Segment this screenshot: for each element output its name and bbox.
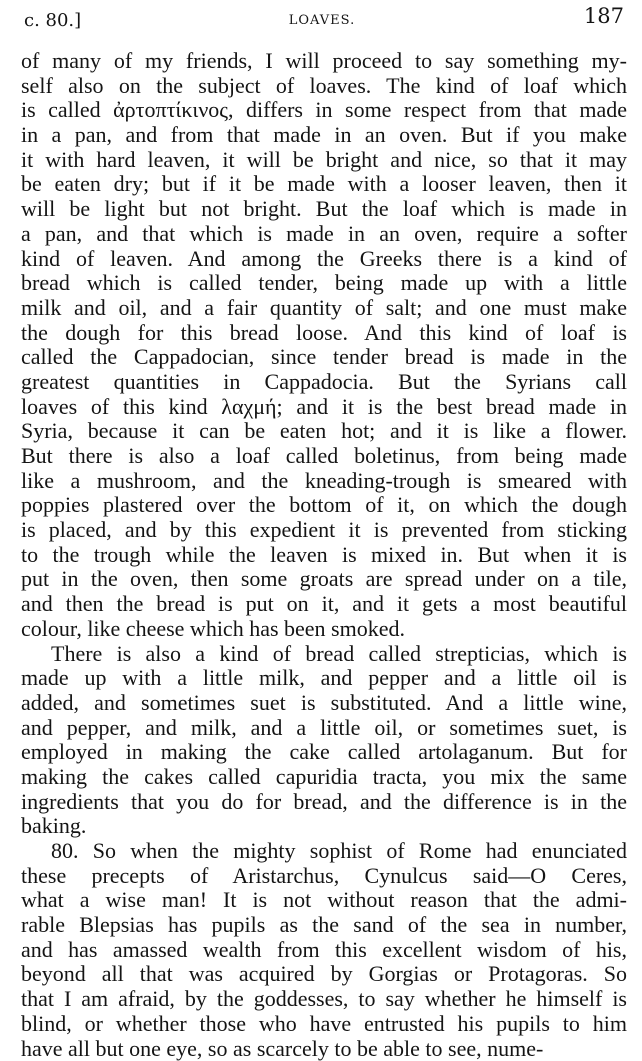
text-line: greatest quantities in Cappadocia. But the Syrians call — [21, 370, 627, 395]
text-line: ingredients that you do for bread, and the difference is in the — [21, 790, 627, 815]
text-line: There is also a kind of bread called strepticias, which is — [21, 642, 627, 667]
text-line: rable Blepsias has pupils as the sand of the sea in number, — [21, 913, 627, 938]
text-line: and has amassed wealth from this excellent wisdom of his, — [21, 938, 627, 963]
text-line: the dough for this bread loose. And this kind of loaf is — [21, 321, 627, 346]
page-header — [20, 4, 624, 34]
text-line: called the Cappadocian, since tender bread is made in the — [21, 345, 627, 370]
text-line: blind, or whether those who have entrusted his pupils to him — [21, 1012, 627, 1037]
text-line: that I am afraid, by the goddesses, to say whether he himself is — [21, 987, 627, 1012]
text-line: bread which is called tender, being made up with a little — [21, 271, 627, 296]
text-line: a pan, and that which is made in an oven, require a softer — [21, 222, 627, 247]
running-title: LOAVES. — [20, 13, 624, 28]
text-line: poppies plastered over the bottom of it, on which the dough — [21, 493, 627, 518]
paragraph — [21, 642, 627, 840]
text-line: in a pan, and from that made in an oven. But if you make — [21, 123, 627, 148]
text-line: made up with a little milk, and pepper and a little oil is — [21, 666, 627, 691]
text-line: these precepts of Aristarchus, Cynulcus said—O Ceres, — [21, 864, 627, 889]
text-line: self also on the subject of loaves. The kind of loaf which — [21, 74, 627, 99]
text-line: it with hard leaven, it will be bright and nice, so that it may — [21, 148, 627, 173]
text-line: put in the oven, then some groats are spread under on a tile, — [21, 567, 627, 592]
paragraph — [21, 839, 627, 1061]
text-line: baking. — [21, 814, 627, 839]
text-line: Syria, because it can be eaten hot; and it is like a flower. — [21, 419, 627, 444]
text-line: added, and sometimes suet is substituted. And a little wine, — [21, 691, 627, 716]
text-line: loaves of this kind λαχμή; and it is the best bread made in — [21, 395, 627, 420]
text-line: is placed, and by this expedient it is prevented from sticking — [21, 518, 627, 543]
text-line: of many of my friends, I will proceed to say something my- — [21, 49, 627, 74]
text-line: will be light but not bright. But the loaf which is made in — [21, 197, 627, 222]
chapter-reference: c. 80.] — [24, 10, 81, 31]
text-line: employed in making the cake called artolaganum. But for — [21, 740, 627, 765]
text-line: milk and oil, and a fair quantity of salt; and one must make — [21, 296, 627, 321]
text-line: what a wise man! It is not without reason that the admi- — [21, 888, 627, 913]
text-line: to the trough while the leaven is mixed in. But when it is — [21, 543, 627, 568]
text-line: beyond all that was acquired by Gorgias or Protagoras. So — [21, 962, 627, 987]
text-line: is called ἀρτοπτίκινος, differs in some respect from that made — [21, 98, 627, 123]
text-line: like a mushroom, and the kneading-trough is smeared with — [21, 469, 627, 494]
text-line: and pepper, and milk, and a little oil, or sometimes suet, is — [21, 716, 627, 741]
page-body-text — [21, 49, 627, 1061]
page-number: 187 — [584, 4, 624, 28]
text-line: colour, like cheese which has been smoked. — [21, 617, 627, 642]
text-line: But there is also a loaf called boletinus, from being made — [21, 444, 627, 469]
text-line: and then the bread is put on it, and it gets a most beautiful — [21, 592, 627, 617]
text-line: making the cakes called capuridia tracta, you mix the same — [21, 765, 627, 790]
text-line: have all but one eye, so as scarcely to be able to see, nume- — [21, 1037, 627, 1061]
text-line: kind of leaven. And among the Greeks there is a kind of — [21, 247, 627, 272]
paragraph — [21, 49, 627, 642]
text-line: 80. So when the mighty sophist of Rome had enunciated — [21, 839, 627, 864]
text-line: be eaten dry; but if it be made with a looser leaven, then it — [21, 172, 627, 197]
